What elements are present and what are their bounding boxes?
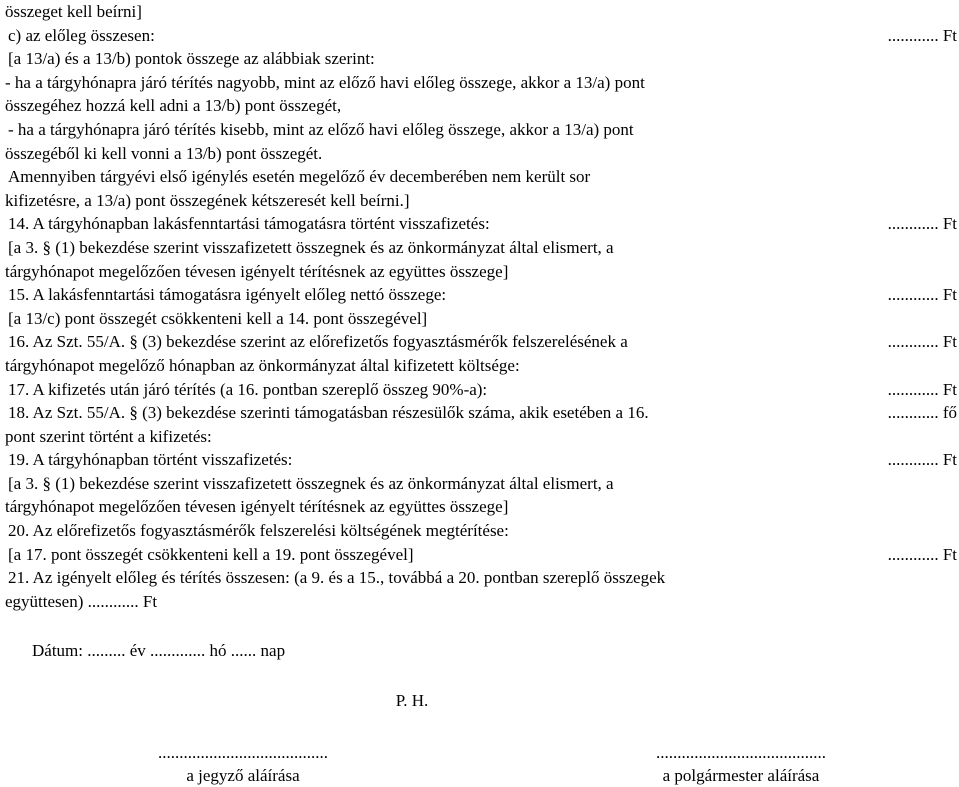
field-row-advance-total	[5, 24, 955, 48]
notary-signature-label: a jegyző aláírása	[186, 765, 300, 785]
line-text: [a 3. § (1) bekezdése szerint visszafizetett összegnek és az önkormányzat által elismert, a	[8, 237, 614, 257]
count-field[interactable]: ............ fő	[887, 403, 957, 423]
seal-label: P. H.	[395, 691, 429, 711]
text-line	[5, 495, 955, 519]
field-row-17	[5, 378, 955, 402]
text-line	[5, 519, 955, 543]
line-text: tárgyhónapot megelőző hónapban az önkormányzat által kifizetett költsége:	[5, 355, 520, 375]
mayor-signature-label: a polgármester aláírása	[662, 765, 820, 785]
field-row-18	[5, 401, 955, 425]
date-field[interactable]: Dátum: ......... év ............. hó ...... nap	[32, 641, 286, 661]
line-text: pont szerint történt a kifizetés:	[5, 426, 212, 446]
amount-field[interactable]: ............ Ft	[887, 25, 957, 45]
text-line	[5, 165, 955, 189]
line-text: [a 13/a) és a 13/b) pontok összege az alábbiak szerint:	[8, 49, 375, 69]
amount-field[interactable]: ............ Ft	[887, 450, 957, 470]
line-text: tárgyhónapot megelőzően tévesen igényelt térítésnek az együttes összege]	[5, 261, 509, 281]
line-text: Amennyiben tárgyévi első igénylés esetén megelőző év decemberében nem került sor	[8, 167, 591, 187]
line-text: 20. Az előrefizetős fogyasztásmérők felszerelési költségének megtérítése:	[8, 521, 509, 541]
signature-labels-row	[5, 764, 955, 787]
text-line	[5, 189, 955, 213]
amount-field[interactable]: ............ Ft	[887, 544, 957, 564]
text-line	[5, 307, 955, 331]
line-text: 14. A tárgyhónapban lakásfenntartási támogatásra történt visszafizetés:	[8, 214, 490, 234]
total-line[interactable]: együttesen) ............ Ft	[5, 591, 158, 611]
text-line	[5, 94, 955, 118]
text-line	[5, 425, 955, 449]
date-row	[5, 639, 955, 663]
text-line	[5, 47, 955, 71]
line-text: összeget kell beírni]	[5, 2, 142, 21]
seal-row	[5, 689, 955, 713]
mayor-signature-line[interactable]: ........................................	[656, 742, 826, 762]
text-line	[5, 71, 955, 95]
amount-field[interactable]: ............ Ft	[887, 214, 957, 234]
amount-field[interactable]: ............ Ft	[887, 332, 957, 352]
field-row-15	[5, 283, 955, 307]
line-text: összegéből ki kell vonni a 13/b) pont összegét.	[5, 143, 323, 163]
line-text: [a 13/c) pont összegét csökkenteni kell a 14. pont összegével]	[8, 308, 428, 328]
form-document	[5, 0, 955, 787]
line-text: 15. A lakásfenntartási támogatásra igényelt előleg nettó összege:	[8, 285, 447, 305]
notary-signature-line[interactable]: ........................................	[158, 742, 328, 762]
line-text: c) az előleg összesen:	[8, 25, 155, 45]
signature-dots-row	[5, 741, 955, 764]
line-text: 17. A kifizetés után járó térítés (a 16. pontban szereplő összeg 90%-a):	[8, 379, 488, 399]
field-row-19	[5, 448, 955, 472]
line-text: [a 3. § (1) bekezdése szerint visszafizetett összegnek és az önkormányzat által elismert, a	[8, 473, 614, 493]
line-text: 16. Az Szt. 55/A. § (3) bekezdése szerint az előrefizetős fogyasztásmérők felszerelésének a	[8, 332, 628, 352]
line-text: [a 17. pont összegét csökkenteni kell a 19. pont összegével]	[8, 544, 414, 564]
text-line	[5, 566, 955, 590]
text-line	[5, 142, 955, 166]
line-text: kifizetésre, a 13/a) pont összegének kétszeresét kell beírni.]	[5, 190, 410, 210]
text-line	[5, 118, 955, 142]
text-line	[5, 590, 955, 614]
line-text: összegéhez hozzá kell adni a 13/b) pont összegét,	[5, 96, 342, 116]
text-line	[5, 236, 955, 260]
field-row-20	[5, 543, 955, 567]
text-line	[5, 0, 955, 24]
line-text: - ha a tárgyhónapra járó térítés kisebb, mint az előző havi előleg összege, akkor a 13/a) pont	[8, 119, 634, 139]
line-text: 19. A tárgyhónapban történt visszafizetés:	[8, 450, 293, 470]
field-row-14	[5, 212, 955, 236]
text-line	[5, 260, 955, 284]
amount-field[interactable]: ............ Ft	[887, 379, 957, 399]
line-text: 18. Az Szt. 55/A. § (3) bekezdése szerinti támogatásban részesülők száma, akik esetében a 16.	[8, 403, 649, 423]
line-text: tárgyhónapot megelőzően tévesen igényelt térítésnek az együttes összege]	[5, 497, 509, 517]
text-line	[5, 472, 955, 496]
amount-field[interactable]: ............ Ft	[887, 285, 957, 305]
line-text: 21. Az igényelt előleg és térítés összesen: (a 9. és a 15., továbbá a 20. pontban szereplő összegek	[8, 568, 666, 588]
text-line	[5, 354, 955, 378]
line-text: - ha a tárgyhónapra járó térítés nagyobb, mint az előző havi előleg összege, akkor a 13/a) pont	[5, 72, 645, 92]
field-row-16	[5, 330, 955, 354]
